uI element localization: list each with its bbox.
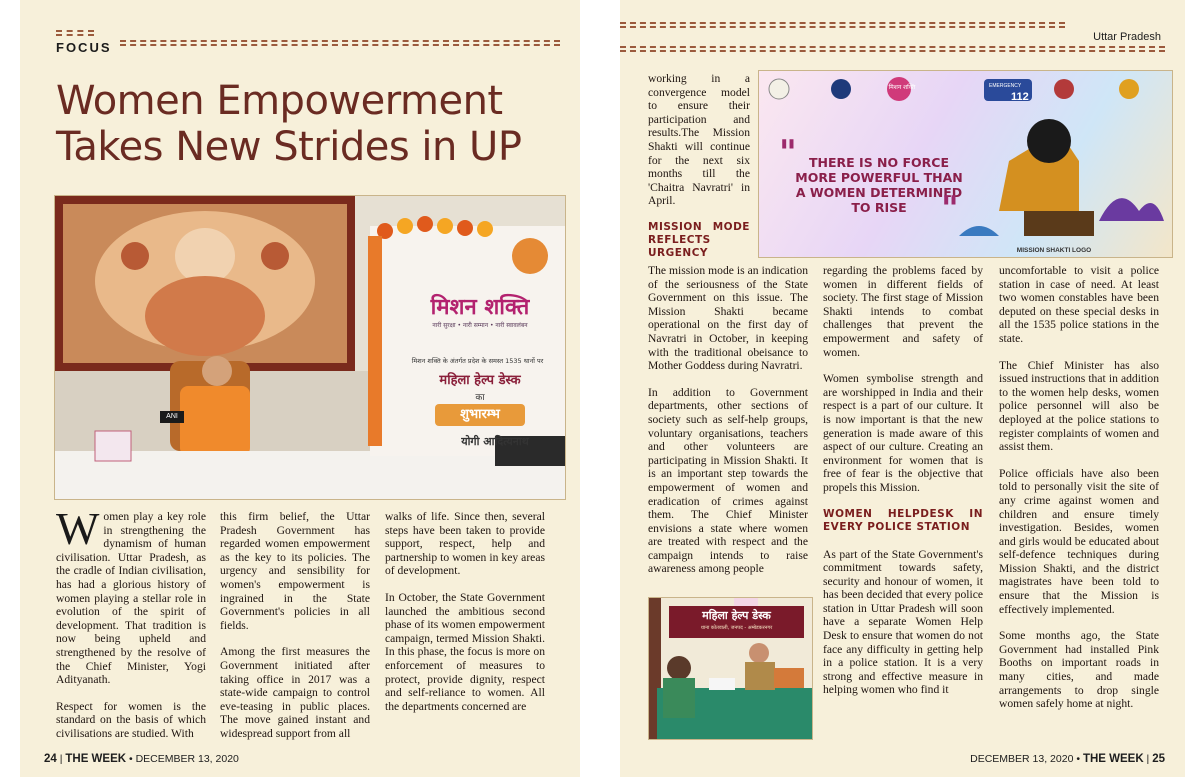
magazine-name: THE WEEK <box>1082 753 1144 765</box>
quote-line-3: A WOMEN DETERMINED <box>795 185 963 200</box>
right-column-2 <box>823 264 983 710</box>
quote-close-mark: " <box>941 189 959 229</box>
paragraph: working in a convergence model to ensure their participation and results.The Mission Shakti will continue for the next six months till the 'Chaitra Navratri' in April. <box>648 72 750 208</box>
logo-caption: MISSION SHAKTI LOGO <box>1016 247 1092 254</box>
paragraph: Women symbolise strength and are worshipped in India and their respect is a part of our culture. It is now important is that the new generation is made aware of this aspect of our culture. Creating an environment for women that is free of fear is the objective that propels this Mission. <box>823 372 983 494</box>
paragraph: The mission mode is an indication of the seriousness of the State Government on this issue. The Mission Shakti became operational on the first day of Navratri in October, in keeping with the traditional obeisance to Mother Goddess during Navratri. <box>648 264 808 373</box>
paragraph: this firm belief, the Uttar Pradesh Government has regarded women empowerment as the key to its policies. The urgency and sensibility for women's empowerment is ingrained in the State Government's policies in all fields. <box>220 510 370 632</box>
paragraph: The Chief Minister has also issued instructions that in addition to the women help desks, women police personnel will also be deployed at the police stations to register complaints of women and assist them. <box>999 358 1159 454</box>
banner-launch-badge: शुभारम्भ <box>435 404 525 426</box>
headline-line-1: Women Empowerment <box>56 78 503 124</box>
quote-line-4: TO RISE <box>851 200 907 215</box>
paragraph: Some months ago, the State Government had installed Pink Booths on important roads in many cities, and made arrangements to drop single women safely home at night. <box>999 629 1159 711</box>
issue-date: DECEMBER 13, 2020 <box>135 753 239 765</box>
banner-notice: मिशन शक्ति के अंतर्गत प्रदेश के समस्त 1535 थानों पर <box>411 357 544 365</box>
banner-ka: का <box>475 393 485 403</box>
page-number: 24 <box>44 753 57 765</box>
right-column-1 <box>648 264 808 589</box>
section-rule <box>120 40 560 46</box>
section-label: FOCUS <box>56 40 112 55</box>
chief-minister-photo <box>54 195 566 500</box>
runner-rule-lower <box>620 46 1165 52</box>
helpdesk-sign: महिला हेल्प डेस्क <box>702 609 771 622</box>
right-page <box>620 0 1185 777</box>
quote-line-1: THERE IS NO FORCE <box>809 155 949 170</box>
paragraph: In addition to Government departments, other sections of society such as self-help groups, voluntary organisations, teachers and other volunteers are participating in Mission Shakti. It is an important step towards the empowerment of women and eradication of crimes against them. The Chief Minister envisions a state where women are treated with respect and the campaign intends to raise awareness among people <box>648 385 808 576</box>
right-footer: DECEMBER 13, 2020 • THE WEEK | 25 <box>970 753 1165 765</box>
mission-shakti-banner <box>758 70 1173 258</box>
mission-logo-text: मिशन शक्ति <box>888 84 916 91</box>
helpdesk-photo <box>648 597 813 740</box>
page-number: 25 <box>1152 753 1165 765</box>
paragraph: walks of life. Since then, several steps have been taken to provide support, respect, help and partnership to women in key areas of development. <box>385 510 545 578</box>
paragraph: uncomfortable to visit a police station in case of need. At least two women constables have been deputed on these special desks in all the 1535 police stations in the state. <box>999 264 1159 345</box>
right-column-3 <box>999 264 1159 724</box>
left-column-1 <box>56 503 206 754</box>
banner-helpdesk: महिला हेल्प डेस्क <box>439 373 521 388</box>
drop-cap: W <box>56 503 100 554</box>
helpdesk-sign-sub: थाना कोतवाली, जनपद - अम्बेडकरनगर <box>700 625 773 631</box>
emergency-label: EMERGENCY <box>989 83 1022 89</box>
paragraph: regarding the problems faced by women in different fields of society. The first stage of Mission Shakti intends to combat challenges that prevent the empowerment and safety of women. <box>823 264 983 359</box>
ani-mic-label: ANI <box>160 411 184 423</box>
paragraph: Police officials have also been told to personally visit the site of any crime against women and children and ensure timely investigation. Besides, women and girls would be educated about self-defence techniques during Mission Shakti, and the district magistrates have been told to ensure that the Mission is effectively implemented. <box>999 466 1159 616</box>
magazine-name: THE WEEK <box>65 753 127 765</box>
intro-text: omen play a key role in strengthening the dynamism of human civilisation. Uttar Pradesh, as the cradle of Indian civilisation, has had a glorious history of women playing a stellar role in evolution of the spirit of development. That tradition is now being upheld and strengthened by the resolve of the Chief Minister, Yogi Adityanath. <box>56 510 206 687</box>
running-head: Uttar Pradesh <box>1093 31 1161 43</box>
subhead-mission-mode: MISSION MODE REFLECTS URGENCY <box>648 220 750 259</box>
left-column-3 <box>385 510 545 726</box>
intro-paragraph <box>56 503 206 687</box>
paragraph: Respect for women is the standard on the basis of which civilisations are studied. With <box>56 699 206 740</box>
page-gutter <box>580 0 620 777</box>
left-column-2 <box>220 510 370 754</box>
banner-mission-title: मिशन शक्ति <box>430 295 530 320</box>
subhead-helpdesk: WOMEN HELPDESK IN EVERY POLICE STATION <box>823 507 983 533</box>
article-headline <box>56 78 556 170</box>
paragraph: Among the first measures the Government initiated after taking office in 2017 was a state-wide campaign to control eve-teasing in public places. The move gained instant and widespread support from all <box>220 645 370 740</box>
quote-line-2: MORE POWERFUL THAN <box>795 170 963 185</box>
emergency-number: 112 <box>1011 91 1029 103</box>
banner-name: योगी आदित्यनाथ <box>461 435 529 448</box>
left-footer: 24 | THE WEEK • DECEMBER 13, 2020 <box>44 753 239 765</box>
runner-rule <box>620 22 1065 28</box>
section-rule-left <box>56 30 94 36</box>
right-column-1-top <box>648 72 750 274</box>
headline-line-2: Takes New Strides in UP <box>56 124 522 170</box>
paragraph: As part of the State Government's commitment towards safety, security and honour of women, it has been decided that every police station in Uttar Pradesh will soon have a separate Women Help Desk to ensure that women do not face any difficulty in getting help in a police station. It is a very strong and effective measure in helping women who find it <box>823 547 983 697</box>
banner-tagline: नारी सुरक्षा • नारी सम्मान • नारी स्वावलंबन <box>432 322 528 329</box>
paragraph: In October, the State Government launched the ambitious second phase of its women empowerment campaign, termed Mission Shakti. In this phase, the focus is more on enforcement of measures to protect, provide dignity, respect and self-reliance to women. All the departments concerned are <box>385 590 545 713</box>
left-page <box>20 0 580 777</box>
issue-date: DECEMBER 13, 2020 <box>970 753 1074 765</box>
photo-illustration <box>55 196 566 500</box>
quote-open-mark: " <box>779 133 797 173</box>
